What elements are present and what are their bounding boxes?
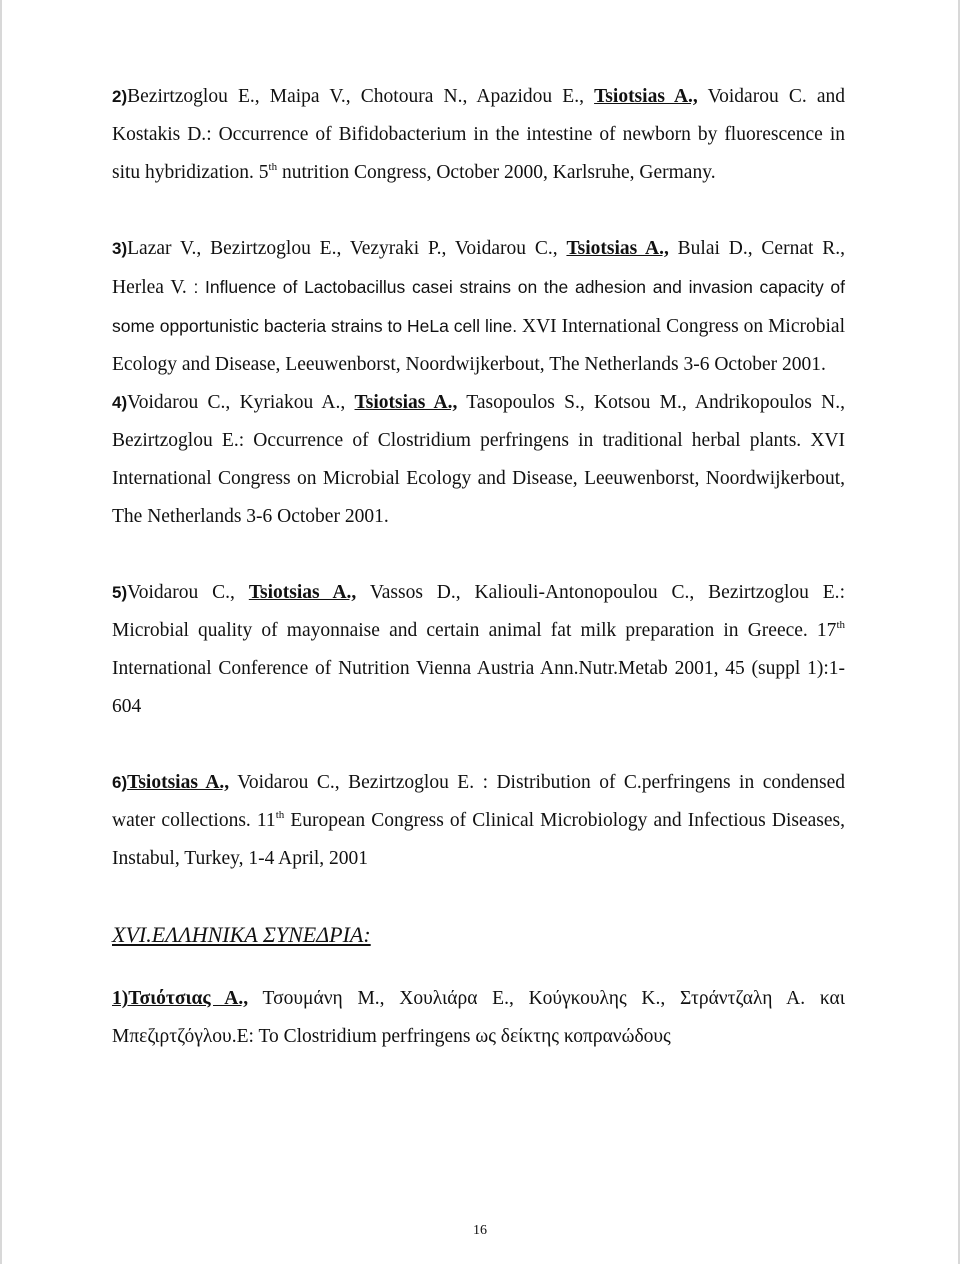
page-number: 16 — [473, 1223, 487, 1238]
reference-authors-rest: Τσουμάνη Μ., Χουλιάρα Ε., Κούγκουλης Κ., Στράντζαλη Α. και Μπεζιρτζόγλου.Ε — [112, 988, 846, 1047]
reference-number: 2) — [112, 87, 128, 106]
reference-text: : Microbial quality of mayonnaise and certain animal fat milk preparation in Greece. 17 — [112, 582, 845, 641]
highlighted-author: 1)Τσιότσιας Α., — [112, 988, 249, 1009]
reference-authors-rest: Tasopoulos S., Kotsou M., Andrikopoulos N., Bezirtzoglou E. — [112, 392, 845, 451]
reference-authors-rest: Voidarou C., Bezirtzoglou E. — [229, 772, 475, 793]
spacer — [112, 878, 845, 916]
highlighted-author: Tsiotsias A., — [566, 238, 669, 259]
highlighted-author: Tsiotsias A., — [248, 582, 357, 603]
reference-number: 3) — [112, 239, 128, 258]
reference-authors-rest: Vassos D., Kaliouli-Antonopoulou C., Bezirtzoglou E. — [356, 582, 840, 603]
section-heading: XVI.ΕΛΛΗΝΙΚΑ ΣΥΝΕΔΡΙΑ: — [112, 922, 371, 947]
reference-authors-rest: Bulai D., Cernat R., Herlea V. — [112, 238, 845, 298]
reference-authors-rest: Voidarou C. and Kostakis D. — [112, 86, 845, 145]
ordinal-suffix: th — [836, 619, 845, 631]
reference-authors: Bezirtzoglou E., Maipa V., Chotoura N., Apazidou E., — [127, 86, 595, 107]
greek-reference-1 — [112, 980, 845, 1056]
spacer — [112, 954, 845, 980]
reference-number: 6) — [112, 773, 128, 792]
highlighted-author: Tsiotsias A., — [354, 392, 458, 413]
spacer — [112, 536, 845, 574]
reference-2 — [112, 78, 845, 192]
reference-6 — [112, 764, 845, 878]
reference-number: 4) — [112, 393, 128, 412]
reference-authors: Voidarou C., — [127, 582, 249, 603]
reference-text: : Το Clostridium perfringens ως δείκτης κοπρανώδους — [248, 1026, 671, 1047]
document-body — [112, 78, 845, 1056]
reference-5 — [112, 574, 845, 726]
spacer — [112, 192, 845, 230]
reference-authors: Voidarou C., Kyriakou A., — [127, 392, 355, 413]
reference-number: 5) — [112, 583, 128, 602]
reference-4 — [112, 384, 845, 536]
reference-text: : Occurrence of Clostridium perfringens in traditional herbal plants. XVI International Congress on Microbial Ecology and Disease, Leeuwenborst, Noordwijkerbout, The Netherlands 3-6 October 2001. — [112, 430, 846, 527]
reference-authors: Lazar V., Bezirtzoglou E., Vezyraki P., Voidarou C., — [127, 238, 567, 259]
ordinal-suffix: th — [268, 161, 278, 173]
reference-text: : Distribution of C.perfringens in condensed water collections. 11 — [112, 772, 845, 831]
ordinal-suffix: th — [275, 809, 285, 821]
reference-text-rest: European Congress of Clinical Microbiology and Infectious Diseases, Instabul, Turkey, 1-4 April, 2001 — [112, 810, 845, 869]
reference-text: : Influence of Lactobacillus casei strains on the adhesion and invasion capacity of some opportunistic bacteria strains to HeLa cell line. — [112, 277, 846, 336]
reference-text-rest: XVI International Congress on Microbial Ecology and Disease, Leeuwenborst, Noordwijkerbout, The Netherlands 3-6 October 2001. — [112, 316, 845, 375]
spacer — [112, 726, 845, 764]
reference-text-rest: International Conference of Nutrition Vienna Austria Ann.Nutr.Metab 2001, 45 (suppl 1):1-604 — [112, 658, 845, 717]
highlighted-author: Tsiotsias A., — [594, 86, 698, 107]
highlighted-author: Tsiotsias A., — [127, 772, 230, 793]
reference-3 — [112, 230, 845, 384]
reference-text-rest: nutrition Congress, October 2000, Karlsruhe, Germany. — [277, 162, 716, 183]
reference-text: : Occurrence of Bifidobacterium in the intestine of newborn by fluorescence in situ hybridization. 5 — [112, 124, 845, 183]
